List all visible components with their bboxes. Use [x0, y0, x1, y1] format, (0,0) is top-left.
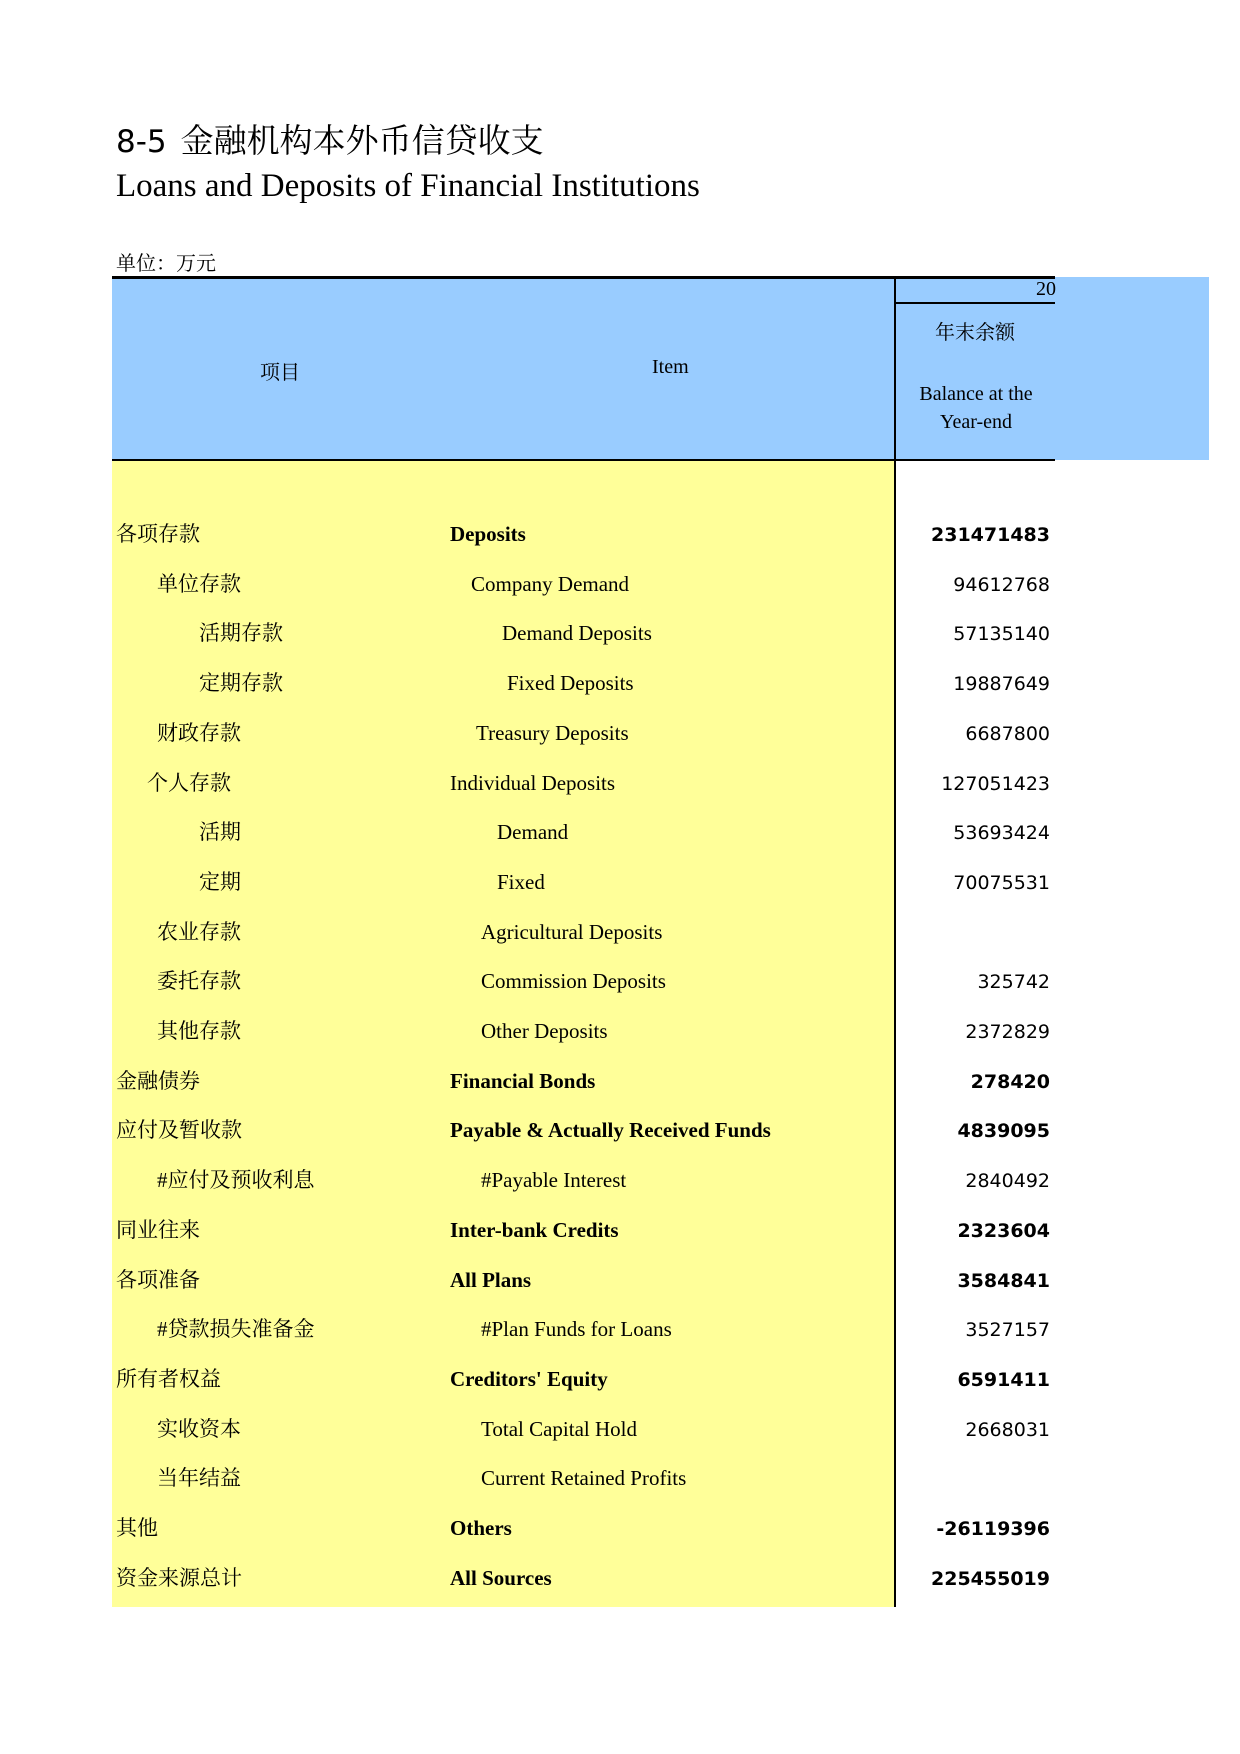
row-label-en: Other Deposits [481, 1019, 608, 1043]
row-label-en: Commission Deposits [481, 969, 666, 994]
row-label-en: #Payable Interest [481, 1168, 627, 1193]
row-value: 6591411 [957, 1368, 1050, 1391]
table-row [0, 608, 1240, 658]
row-value: -26119396 [936, 1518, 1050, 1540]
row-label-cn: 其他 [116, 1516, 158, 1540]
row-value: 2840492 [965, 1170, 1050, 1193]
table-row [0, 1553, 1240, 1603]
row-label-en: Fixed [497, 869, 545, 894]
header-balance-cn: 年末余额 [935, 322, 1015, 344]
row-value: 3584841 [957, 1269, 1050, 1292]
row-value: 70075531 [953, 871, 1050, 894]
table-row [0, 1006, 1240, 1056]
row-value: 225455019 [931, 1567, 1050, 1590]
table-row [0, 1205, 1240, 1255]
table-row [0, 559, 1240, 609]
row-label-cn: 应付及暂收款 [116, 1118, 242, 1143]
row-label-cn: 委托存款 [157, 969, 241, 994]
row-label-cn: 活期 [199, 820, 241, 845]
row-label-en: Individual Deposits [450, 770, 616, 795]
row-label-en: Others [450, 1516, 512, 1540]
row-label-en: Treasury Deposits [476, 720, 629, 745]
table-row [0, 807, 1240, 857]
row-label-cn: #应付及预收利息 [157, 1168, 315, 1193]
row-value: 278420 [970, 1070, 1050, 1093]
row-label-cn: 其他存款 [157, 1019, 241, 1043]
row-label-cn: 当年结益 [157, 1466, 241, 1491]
row-value: 19887649 [953, 673, 1050, 696]
row-value: 3527157 [965, 1319, 1050, 1342]
year-underline [895, 302, 1055, 304]
row-value: 325742 [977, 971, 1050, 994]
row-value: 2668031 [965, 1418, 1050, 1441]
table-row [0, 509, 1240, 559]
table-row [0, 1255, 1240, 1305]
row-value: 57135140 [953, 623, 1050, 646]
row-label-cn: 单位存款 [157, 571, 241, 596]
row-label-en: Agricultural Deposits [481, 919, 663, 944]
table-row [0, 1453, 1240, 1503]
table-row [0, 658, 1240, 708]
row-label-cn: 定期存款 [199, 671, 283, 696]
page-title-en: Loans and Deposits of Financial Institutions [116, 168, 700, 204]
header-item-en: Item [652, 356, 689, 378]
table-row [0, 1503, 1240, 1553]
page-title-cn [116, 122, 544, 162]
row-value: 94612768 [953, 573, 1050, 596]
row-value: 53693424 [953, 822, 1050, 845]
row-label-en: All Plans [450, 1267, 532, 1292]
header-balance-en: Balance at the Year-end [919, 383, 1033, 433]
row-label-en: All Sources [450, 1565, 552, 1590]
table-row [0, 1354, 1240, 1404]
table-row [0, 907, 1240, 957]
table-row [0, 758, 1240, 808]
row-label-en: Total Capital Hold [481, 1416, 638, 1441]
table-number: 8-5 [116, 124, 167, 160]
row-label-cn: 实收资本 [157, 1416, 241, 1441]
row-label-cn: 活期存款 [199, 621, 283, 646]
row-label-en: Current Retained Profits [481, 1466, 687, 1491]
row-label-en: Deposits [450, 522, 526, 546]
row-value: 231471483 [931, 524, 1050, 546]
row-label-en: Demand Deposits [502, 621, 652, 646]
row-label-en: Payable & Actually Received Funds [450, 1118, 771, 1143]
row-label-cn: 资金来源总计 [116, 1565, 242, 1590]
unit-label: 单位：万元 [116, 253, 216, 275]
row-value: 127051423 [941, 772, 1050, 795]
row-label-en: Fixed Deposits [507, 671, 634, 696]
row-label-cn: 各项存款 [116, 522, 200, 546]
row-label-en: #Plan Funds for Loans [481, 1317, 672, 1342]
row-label-en: Financial Bonds [450, 1068, 596, 1093]
header-item-cn: 项目 [260, 362, 300, 384]
table-row [0, 857, 1240, 907]
row-value: 2323604 [957, 1219, 1050, 1242]
title-cn-text: 金融机构本外币信贷收支 [180, 124, 544, 160]
row-value: 4839095 [957, 1120, 1050, 1143]
table-row [0, 1304, 1240, 1354]
row-label-cn: 同业往来 [116, 1217, 200, 1242]
row-value: 6687800 [965, 722, 1050, 745]
table-row [0, 1105, 1240, 1155]
header-year: 20 [1036, 278, 1056, 300]
row-label-cn: 农业存款 [157, 919, 241, 944]
row-label-cn: #贷款损失准备金 [157, 1317, 315, 1342]
row-value: 2372829 [965, 1021, 1050, 1043]
row-label-en: Creditors' Equity [450, 1366, 608, 1391]
row-label-cn: 所有者权益 [116, 1366, 221, 1391]
row-label-cn: 个人存款 [147, 770, 231, 795]
header-bottom-rule [112, 459, 1055, 461]
row-label-cn: 金融债券 [116, 1068, 200, 1093]
table-row [0, 1404, 1240, 1454]
header-top-rule [112, 276, 1055, 279]
row-label-cn: 各项准备 [116, 1267, 200, 1292]
row-label-en: Company Demand [471, 571, 630, 596]
table-row [0, 708, 1240, 758]
table-row [0, 1056, 1240, 1106]
row-label-en: Demand [497, 820, 569, 845]
table-row [0, 1155, 1240, 1205]
row-label-cn: 财政存款 [157, 720, 241, 745]
table-row [0, 956, 1240, 1006]
row-label-en: Inter-bank Credits [450, 1217, 619, 1242]
row-label-cn: 定期 [199, 869, 241, 894]
